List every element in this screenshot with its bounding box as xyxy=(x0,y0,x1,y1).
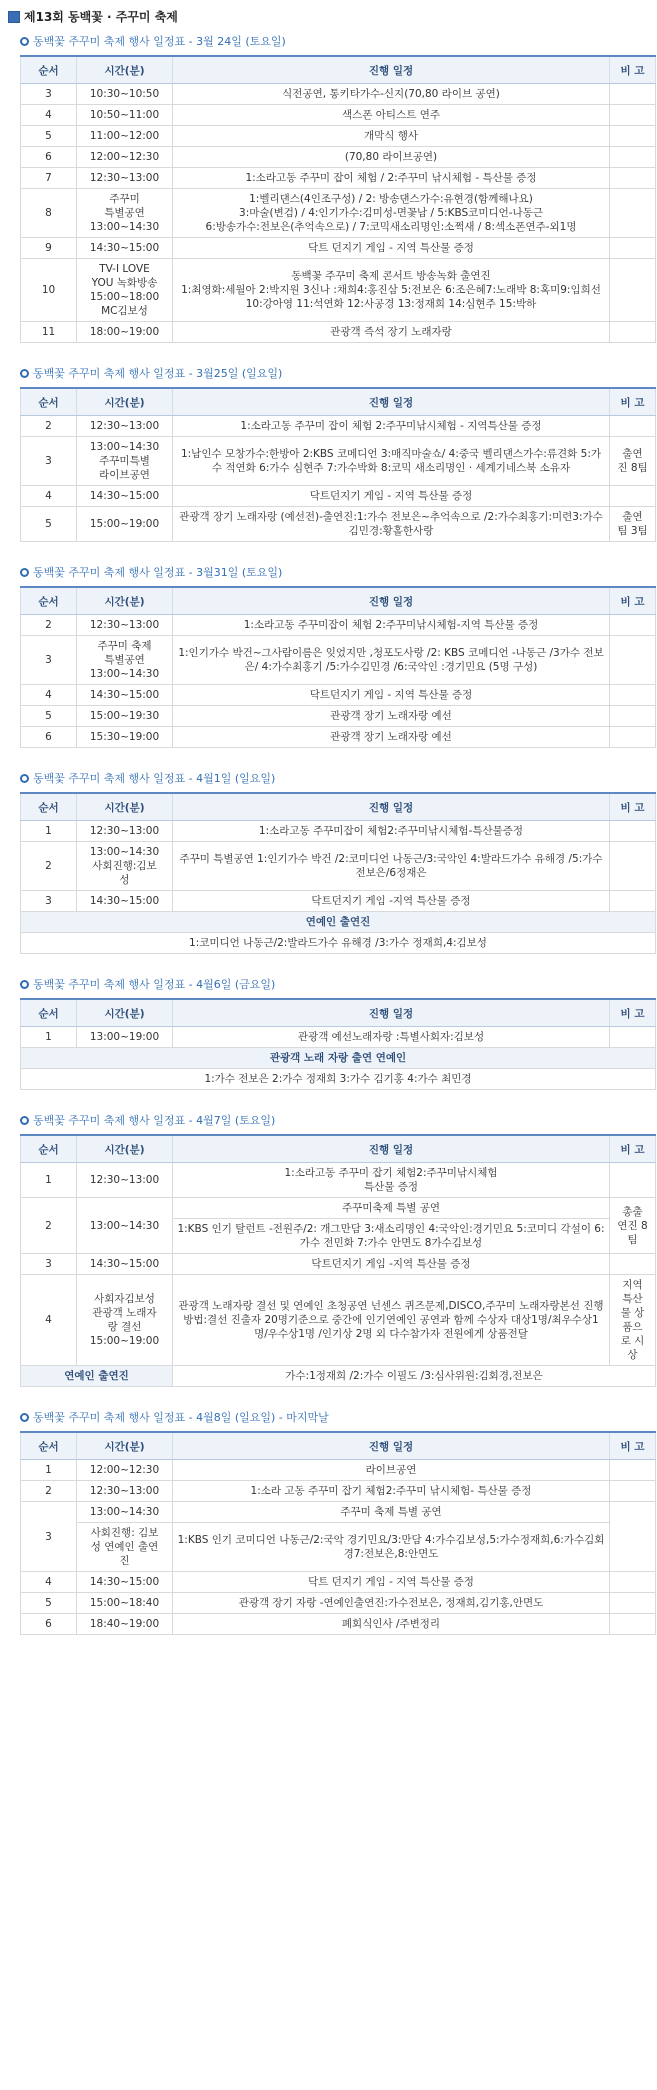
row-time: 12:30~13:00 xyxy=(77,615,173,636)
table-row xyxy=(21,1027,656,1048)
row-note xyxy=(610,1614,656,1635)
column-header-note: 비 고 xyxy=(610,56,656,84)
row-event: 1:벨리댄스(4인조구성) / 2: 방송댄스가수:유현경(함께해나요) 3:마술(변검) / 4:인기가수:김미성-면꽃남 / 5:KBS코미디언-나동근 6:방송가수:전보은(추억속으로) / 7:코믹새소리명인:소쩍새 / 8:섹소폰연주-외1명 xyxy=(173,189,610,238)
table-row xyxy=(21,1572,656,1593)
performers-row xyxy=(21,1366,656,1387)
table-row xyxy=(21,507,656,542)
column-header-no: 순서 xyxy=(21,793,77,821)
row-number: 1 xyxy=(21,1163,77,1198)
row-note xyxy=(610,891,656,912)
row-time: 12:30~13:00 xyxy=(77,168,173,189)
row-number: 11 xyxy=(21,322,77,343)
row-number: 5 xyxy=(21,1593,77,1614)
row-event: 관광객 장기 노래자랑 예선 xyxy=(173,706,610,727)
row-number: 3 xyxy=(21,84,77,105)
section-title-text: 동백꽃 주꾸미 축제 행사 일정표 - 3월31일 (토요일) xyxy=(33,566,283,579)
row-event: 1:KBS 인기 탈런트 -전원주/2: 개그만담 3:새소리명인 4:국악인:경기민요 5:코미디 각설이 6:가수 전민화 7:가수 안면도 8가수김보성 xyxy=(173,1219,610,1254)
row-note xyxy=(610,842,656,891)
row-event: 개막식 행사 xyxy=(173,126,610,147)
row-event: 1:소라고동 주꾸미잡이 체험 2:주꾸미낚시체험-지역 특산물 증정 xyxy=(173,615,610,636)
row-number: 6 xyxy=(21,147,77,168)
section-title xyxy=(20,1112,651,1128)
row-note xyxy=(610,821,656,842)
row-note xyxy=(610,706,656,727)
row-event: 관광객 예선노래자랑 :특별사회자:김보성 xyxy=(173,1027,610,1048)
row-time: 15:00~19:30 xyxy=(77,706,173,727)
performers-label-row xyxy=(21,912,656,933)
row-number: 4 xyxy=(21,685,77,706)
section-title-text: 동백꽃 주꾸미 축제 행사 일정표 - 4월7일 (토요일) xyxy=(33,1114,276,1127)
row-time: 12:00~12:30 xyxy=(77,147,173,168)
schedule-table xyxy=(20,1431,656,1635)
schedule-table xyxy=(20,1134,656,1387)
column-header-no: 순서 xyxy=(21,587,77,615)
table-row xyxy=(21,615,656,636)
performers-list-row xyxy=(21,933,656,954)
row-number: 2 xyxy=(21,615,77,636)
column-header-note: 비 고 xyxy=(610,793,656,821)
row-time: 15:00~18:40 xyxy=(77,1593,173,1614)
row-number: 1 xyxy=(21,821,77,842)
row-note xyxy=(610,416,656,437)
row-sub-header: 주꾸미축제 특별 공연 xyxy=(173,1198,610,1219)
table-row xyxy=(21,238,656,259)
row-note xyxy=(610,105,656,126)
column-header-note: 비 고 xyxy=(610,1135,656,1163)
table-row xyxy=(21,126,656,147)
column-header-no: 순서 xyxy=(21,999,77,1027)
row-event: 식전공연, 통키타가수-신지(70,80 라이브 공연) xyxy=(173,84,610,105)
row-event: 1:소라고동 주꾸미 잡기 체험2:주꾸미낚시체험 특산물 증정 xyxy=(173,1163,610,1198)
row-number: 6 xyxy=(21,727,77,748)
performers-list-row xyxy=(21,1069,656,1090)
section-title xyxy=(20,365,651,381)
table-row xyxy=(21,1275,656,1366)
row-note xyxy=(610,1027,656,1048)
row-number: 1 xyxy=(21,1027,77,1048)
column-header-time: 시간(분) xyxy=(77,1135,173,1163)
column-header-event: 진행 일정 xyxy=(173,587,610,615)
row-number: 4 xyxy=(21,1572,77,1593)
circle-bullet-icon xyxy=(20,568,29,577)
row-number: 1 xyxy=(21,1460,77,1481)
performers-list: 가수:1정재희 /2:가수 이필도 /3:심사위원:김회경,전보은 xyxy=(173,1366,656,1387)
table-row xyxy=(21,1254,656,1275)
row-event: 닥트던지기 게임 -지역 특산물 증정 xyxy=(173,1254,610,1275)
row-event: 닥트던지기 게임 - 지역 특산물 증정 xyxy=(173,685,610,706)
row-note xyxy=(610,126,656,147)
row-number: 4 xyxy=(21,105,77,126)
table-header-row xyxy=(21,999,656,1027)
row-note xyxy=(610,1572,656,1593)
table-row xyxy=(21,168,656,189)
table-header-row xyxy=(21,56,656,84)
circle-bullet-icon xyxy=(20,37,29,46)
row-number: 2 xyxy=(21,1481,77,1502)
row-number: 5 xyxy=(21,126,77,147)
column-header-event: 진행 일정 xyxy=(173,793,610,821)
column-header-time: 시간(분) xyxy=(77,56,173,84)
table-header-row xyxy=(21,1432,656,1460)
row-time: TV-I LOVE YOU 녹화방송 15:00~18:00 MC김보성 xyxy=(77,259,173,322)
circle-bullet-icon xyxy=(20,369,29,378)
table-row xyxy=(21,706,656,727)
row-number: 5 xyxy=(21,507,77,542)
row-time: 14:30~15:00 xyxy=(77,685,173,706)
schedule-section xyxy=(6,365,651,542)
table-row xyxy=(21,1163,656,1198)
performers-label: 연예인 출연진 xyxy=(21,1366,173,1387)
row-event: 닥트던지기 게임 - 지역 특산물 증정 xyxy=(173,486,610,507)
column-header-event: 진행 일정 xyxy=(173,56,610,84)
column-header-time: 시간(분) xyxy=(77,1432,173,1460)
row-sub-header: 주꾸미 축제 특별 공연 xyxy=(173,1502,610,1523)
column-header-note: 비 고 xyxy=(610,388,656,416)
table-row xyxy=(21,486,656,507)
schedule-table xyxy=(20,586,656,748)
row-event: 1:인기가수 박건~그사람이름은 잊었지만 ,청포도사랑 /2: KBS 코메디언 -나동근 /3가수 전보은/ 4:가수최홍기 /5:가수김민경 /6:국악인 :경기민요 (5명 구성) xyxy=(173,636,610,685)
table-row xyxy=(21,821,656,842)
row-time: 14:30~15:00 xyxy=(77,486,173,507)
schedule-table xyxy=(20,387,656,542)
row-time: 13:00~14:30 xyxy=(77,1502,173,1523)
column-header-note: 비 고 xyxy=(610,1432,656,1460)
row-note: 출연 진 8팀 xyxy=(610,437,656,486)
column-header-no: 순서 xyxy=(21,1432,77,1460)
row-event: 동백꽃 주꾸미 축제 콘서트 방송녹화 출연진 1:최영화:세월아 2:박지원 3신나 :채희4:홍진삼 5:전보은 6:조은혜7:노래박 8:혹미9:임희선 10:강아영 11:석연화 12:사공경 13:정재희 14:심현주 15:박하 xyxy=(173,259,610,322)
row-number: 2 xyxy=(21,416,77,437)
row-event: 주꾸미 특별공연 1:인기가수 박건 /2:코미디언 나동근/3:국악인 4:발라드가수 유해경 /5:가수 전보은/6정재은 xyxy=(173,842,610,891)
row-event: 닥트 던지기 게임 - 지역 특산물 증정 xyxy=(173,238,610,259)
performers-label: 연예인 출연진 xyxy=(21,912,656,933)
schedule-table xyxy=(20,55,656,343)
schedule-table xyxy=(20,792,656,954)
row-note xyxy=(610,1460,656,1481)
table-row xyxy=(21,842,656,891)
section-title xyxy=(20,1409,651,1425)
performers-list: 1:가수 전보은 2:가수 정재희 3:가수 김기홍 4:가수 최민경 xyxy=(21,1069,656,1090)
row-note xyxy=(610,147,656,168)
column-header-time: 시간(분) xyxy=(77,587,173,615)
square-bullet-icon xyxy=(8,11,20,23)
row-number: 4 xyxy=(21,1275,77,1366)
row-time: 15:00~19:00 xyxy=(77,507,173,542)
schedule-sections xyxy=(6,33,651,1635)
table-row xyxy=(21,1614,656,1635)
row-time: 18:40~19:00 xyxy=(77,1614,173,1635)
column-header-note: 비 고 xyxy=(610,999,656,1027)
row-note xyxy=(610,322,656,343)
row-note xyxy=(610,685,656,706)
row-event: 1:KBS 인기 코미디언 나동근/2:국악 경기민요/3:만담 4:가수김보성,5:가수정재희,6:가수김회경7:전보은,8:안면도 xyxy=(173,1523,610,1572)
column-header-time: 시간(분) xyxy=(77,999,173,1027)
row-time: 14:30~15:00 xyxy=(77,891,173,912)
row-number: 3 xyxy=(21,437,77,486)
column-header-no: 순서 xyxy=(21,388,77,416)
circle-bullet-icon xyxy=(20,1116,29,1125)
row-time-detail: 사회진행: 김보 성 연예인 출연 진 xyxy=(77,1523,173,1572)
row-event: (70,80 라이브공연) xyxy=(173,147,610,168)
column-header-event: 진행 일정 xyxy=(173,388,610,416)
row-time: 12:30~13:00 xyxy=(77,1163,173,1198)
row-note xyxy=(610,486,656,507)
row-number: 5 xyxy=(21,706,77,727)
row-event: 라이브공연 xyxy=(173,1460,610,1481)
table-row xyxy=(21,1198,656,1219)
circle-bullet-icon xyxy=(20,980,29,989)
row-note xyxy=(610,1254,656,1275)
row-event: 1:소라 고동 주꾸미 잡기 체험2:주꾸미 낚시체험- 특산물 증정 xyxy=(173,1481,610,1502)
circle-bullet-icon xyxy=(20,1413,29,1422)
section-title-text: 동백꽃 주꾸미 축제 행사 일정표 - 4월1일 (일요일) xyxy=(33,772,276,785)
row-event: 색스폰 아티스트 연주 xyxy=(173,105,610,126)
row-number: 2 xyxy=(21,842,77,891)
table-row xyxy=(21,1502,656,1523)
row-number: 9 xyxy=(21,238,77,259)
schedule-section xyxy=(6,770,651,954)
row-time: 12:30~13:00 xyxy=(77,416,173,437)
row-note xyxy=(610,168,656,189)
row-event: 폐회식인사 /주변정리 xyxy=(173,1614,610,1635)
row-number: 3 xyxy=(21,1502,77,1572)
column-header-event: 진행 일정 xyxy=(173,999,610,1027)
row-time: 18:00~19:00 xyxy=(77,322,173,343)
schedule-section xyxy=(6,33,651,343)
row-note xyxy=(610,1481,656,1502)
section-title xyxy=(20,564,651,580)
row-time: 10:30~10:50 xyxy=(77,84,173,105)
row-time: 10:50~11:00 xyxy=(77,105,173,126)
row-event: 관광객 장기 노래자랑 예선 xyxy=(173,727,610,748)
row-time: 13:00~14:30 주꾸미특별 라이브공연 xyxy=(77,437,173,486)
column-header-time: 시간(분) xyxy=(77,793,173,821)
row-event: 1:소라고동 주꾸미 잡이 체험 / 2:주꾸미 낚시체험 - 특산물 증정 xyxy=(173,168,610,189)
row-number: 7 xyxy=(21,168,77,189)
row-note xyxy=(610,189,656,238)
column-header-time: 시간(분) xyxy=(77,388,173,416)
table-row xyxy=(21,891,656,912)
row-number: 2 xyxy=(21,1198,77,1254)
row-event: 1:남인수 모창가수:한방아 2:KBS 코메디언 3:매직마술쇼/ 4:중국 벨리댄스가수:류견화 5:가수 적연화 6:가수 심현주 7:가수박화 8:코믹 새소리명인 · 세계기네스북 소유자 xyxy=(173,437,610,486)
section-title-text: 동백꽃 주꾸미 축제 행사 일정표 - 3월25일 (일요일) xyxy=(33,367,283,380)
section-title xyxy=(20,33,651,49)
row-note xyxy=(610,727,656,748)
row-time: 15:30~19:00 xyxy=(77,727,173,748)
table-row xyxy=(21,437,656,486)
row-number: 8 xyxy=(21,189,77,238)
section-title-text: 동백꽃 주꾸미 축제 행사 일정표 - 3월 24일 (토요일) xyxy=(33,35,286,48)
table-row xyxy=(21,1460,656,1481)
table-row xyxy=(21,259,656,322)
section-title-text: 동백꽃 주꾸미 축제 행사 일정표 - 4월8일 (일요일) - 마지막날 xyxy=(33,1411,329,1424)
row-number: 3 xyxy=(21,891,77,912)
row-event: 닥트 던지기 게임 - 지역 특산물 증정 xyxy=(173,1572,610,1593)
table-row xyxy=(21,147,656,168)
row-event: 닥트던지기 게임 -지역 특산물 증정 xyxy=(173,891,610,912)
row-time: 12:00~12:30 xyxy=(77,1460,173,1481)
schedule-table xyxy=(20,998,656,1090)
performers-label-row xyxy=(21,1048,656,1069)
row-number: 3 xyxy=(21,636,77,685)
row-time: 14:30~15:00 xyxy=(77,238,173,259)
row-event: 관광객 노래자랑 결선 및 연예인 초청공연 넌센스 퀴즈문제,DISCO,주꾸미 노래자랑본선 진행방법:결선 진출자 20명기준으로 중간에 인기연예인 공연과 함께 수상자 대상1명/최우수상1명/우수상1명 /인기상 2명 외 다수참가자 전원에게 상품전달 xyxy=(173,1275,610,1366)
row-number: 4 xyxy=(21,486,77,507)
row-event: 관광객 장기 자랑 -연예인출연진:가수전보은, 정재희,김기홍,안면도 xyxy=(173,1593,610,1614)
section-title-text: 동백꽃 주꾸미 축제 행사 일정표 - 4월6일 (금요일) xyxy=(33,978,276,991)
schedule-section xyxy=(6,976,651,1090)
row-note xyxy=(610,636,656,685)
schedule-section xyxy=(6,564,651,748)
row-time: 12:30~13:00 xyxy=(77,1481,173,1502)
row-note xyxy=(610,238,656,259)
table-row xyxy=(21,105,656,126)
table-row xyxy=(21,322,656,343)
table-row xyxy=(21,685,656,706)
row-note xyxy=(610,1593,656,1614)
row-time: 사회자김보성 관광객 노래자 랑 결선 15:00~19:00 xyxy=(77,1275,173,1366)
page-title-text: 제13회 동백꽃 · 주꾸미 축제 xyxy=(24,10,178,24)
schedule-section xyxy=(6,1112,651,1387)
performers-list: 1:코미디언 나동근/2:발라드가수 유해경 /3:가수 정재희,4:김보성 xyxy=(21,933,656,954)
table-header-row xyxy=(21,587,656,615)
schedule-section xyxy=(6,1409,651,1635)
table-row xyxy=(21,727,656,748)
column-header-event: 진행 일정 xyxy=(173,1135,610,1163)
table-row xyxy=(21,636,656,685)
table-row xyxy=(21,1523,656,1572)
row-time: 14:30~15:00 xyxy=(77,1572,173,1593)
row-note xyxy=(610,1502,656,1572)
performers-label: 관광객 노래 자랑 출연 연예인 xyxy=(21,1048,656,1069)
row-note xyxy=(610,84,656,105)
row-event: 관광객 장기 노래자랑 (예선전)-출연진:1:가수 전보은~추억속으로 /2:가수최홍기:미련3:가수 김민경:황홀한사랑 xyxy=(173,507,610,542)
table-header-row xyxy=(21,388,656,416)
column-header-event: 진행 일정 xyxy=(173,1432,610,1460)
row-number: 3 xyxy=(21,1254,77,1275)
row-time: 12:30~13:00 xyxy=(77,821,173,842)
row-number: 6 xyxy=(21,1614,77,1635)
row-time: 13:00~14:30 xyxy=(77,1198,173,1254)
table-header-row xyxy=(21,793,656,821)
row-event: 관광객 즉석 장기 노래자랑 xyxy=(173,322,610,343)
page-title xyxy=(8,8,651,25)
section-title xyxy=(20,976,651,992)
row-time: 13:00~19:00 xyxy=(77,1027,173,1048)
row-time: 14:30~15:00 xyxy=(77,1254,173,1275)
row-note xyxy=(610,1163,656,1198)
table-row xyxy=(21,416,656,437)
section-title xyxy=(20,770,651,786)
row-number: 10 xyxy=(21,259,77,322)
row-event: 1:소라고동 주꾸미 잡이 체험 2:주꾸미낚시체험 - 지역특산물 증정 xyxy=(173,416,610,437)
row-note: 총출 연진 8 팀 xyxy=(610,1198,656,1254)
table-header-row xyxy=(21,1135,656,1163)
table-row xyxy=(21,84,656,105)
table-row xyxy=(21,1593,656,1614)
row-time: 13:00~14:30 사회진행:김보 성 xyxy=(77,842,173,891)
column-header-note: 비 고 xyxy=(610,587,656,615)
column-header-no: 순서 xyxy=(21,1135,77,1163)
column-header-no: 순서 xyxy=(21,56,77,84)
row-time: 주꾸미 특별공연 13:00~14:30 xyxy=(77,189,173,238)
row-note xyxy=(610,615,656,636)
row-time: 11:00~12:00 xyxy=(77,126,173,147)
row-event: 1:소라고동 주꾸미잡이 체험2:주꾸미낚시체험-특산물증정 xyxy=(173,821,610,842)
row-note: 지역 특산 물 상 품으 로 시 상 xyxy=(610,1275,656,1366)
circle-bullet-icon xyxy=(20,774,29,783)
row-note: 출연 팀 3팀 xyxy=(610,507,656,542)
table-row xyxy=(21,189,656,238)
table-row xyxy=(21,1481,656,1502)
row-note xyxy=(610,259,656,322)
row-time: 주꾸미 축제 특별공연 13:00~14:30 xyxy=(77,636,173,685)
